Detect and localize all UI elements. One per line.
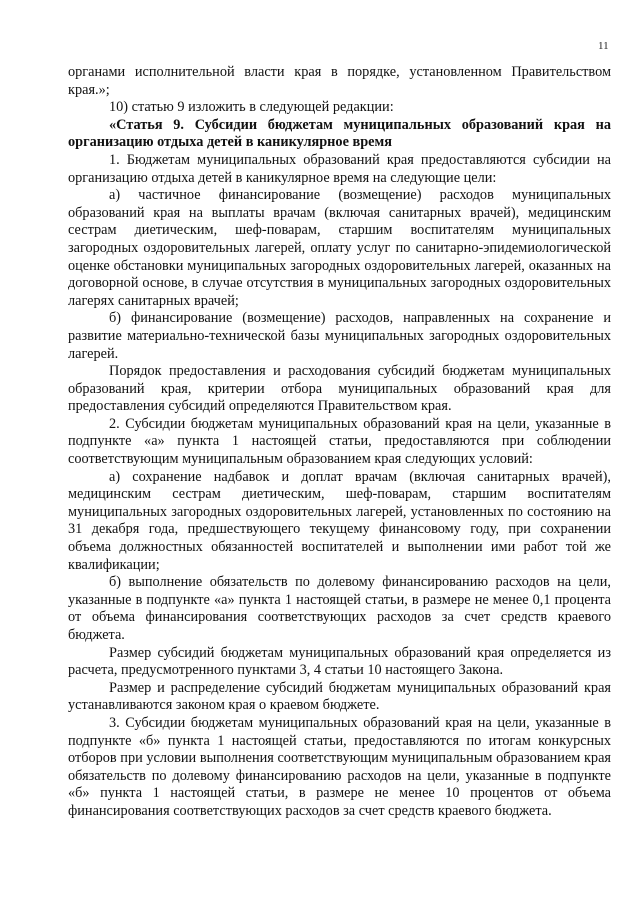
page-number: 11: [598, 40, 609, 52]
paragraph-clause-1a: а) частичное финансирование (возмещение) расходов муниципальных образований края на выплаты врачам (включая санитарных врачей), медицинским сестрам диетическим, шеф-поварам, старшим воспитателям муниципальных загородных оздоровительных лагерей, оплату услуг по санитарно-эпидемиологической оценке обстановки муниципальных загородных оздоровительных лагерей, оказанных на договорной основе, в случае отсутствия в муниципальных загородных оздоровительных лагерях санитарных врачей;: [68, 187, 611, 309]
paragraph-subsidy-distribution: Размер и распределение субсидий бюджетам муниципальных образований края устанавливаются законом края о краевом бюджете.: [68, 679, 611, 714]
paragraph-clause-2a: а) сохранение надбавок и доплат врачам (включая санитарных врачей), медицинским сестрам диетическим, шеф-поварам, старшим воспитателям муниципальных загородных оздоровительных лагерей, установленных по состоянию на 31 декабря года, предшествующего текущему финансовому году, при сохранении объема должностных обязанностей воспитателей и выполнении ими работ той же квалификации;: [68, 468, 611, 573]
paragraph-clause-3: 3. Субсидии бюджетам муниципальных образований края на цели, указанные в подпункте «б» пункта 1 настоящей статьи, предоставляются по итогам конкурсных отборов при условии выполнения соответствующим муниципальным образованием края обязательств по долевому финансированию расходов на цели, указанные в подпункте «б» пункта 1 настоящей статьи, в размере не менее 10 процентов от объема финансирования соответствующих расходов за счет средств краевого бюджета.: [68, 714, 611, 819]
document-body: [68, 64, 611, 821]
paragraph-continuation: органами исполнительной власти края в порядке, установленном Правительством края.»;: [68, 64, 611, 98]
paragraph-clause-2: 2. Субсидии бюджетам муниципальных образований края на цели, указанные в подпункте «а» пункта 1 настоящей статьи, предоставляются при соблюдении соответствующим муниципальным образованием края следующих условий:: [68, 415, 611, 468]
paragraph-amendment-10: 10) статью 9 изложить в следующей редакции:: [109, 99, 394, 116]
article-9-heading: «Статья 9. Субсидии бюджетам муниципальных образований края на организацию отдыха детей в каникулярное время: [68, 116, 611, 151]
paragraph-clause-2b: б) выполнение обязательств по долевому финансированию расходов на цели, указанные в подпункте «а» пункта 1 настоящей статьи, в размере не менее 0,1 процента от объема финансирования соответствующих расходов за счет средств краевого бюджета.: [68, 574, 611, 643]
paragraph-subsidy-size: Размер субсидий бюджетам муниципальных образований края определяется из расчета, предусмотренного пунктами 3, 4 статьи 10 настоящего Закона.: [68, 644, 611, 679]
paragraph-clause-1: 1. Бюджетам муниципальных образований края предоставляются субсидии на организацию отдыха детей в каникулярное время на следующие цели:: [68, 151, 611, 186]
paragraph-clause-1b: б) финансирование (возмещение) расходов, направленных на сохранение и развитие материально-технической базы муниципальных загородных оздоровительных лагерей.: [68, 310, 611, 362]
paragraph-procedure: Порядок предоставления и расходования субсидий бюджетам муниципальных образований края, критерии отбора муниципальных образований края для предоставления субсидий определяются Правительством края.: [68, 363, 611, 415]
